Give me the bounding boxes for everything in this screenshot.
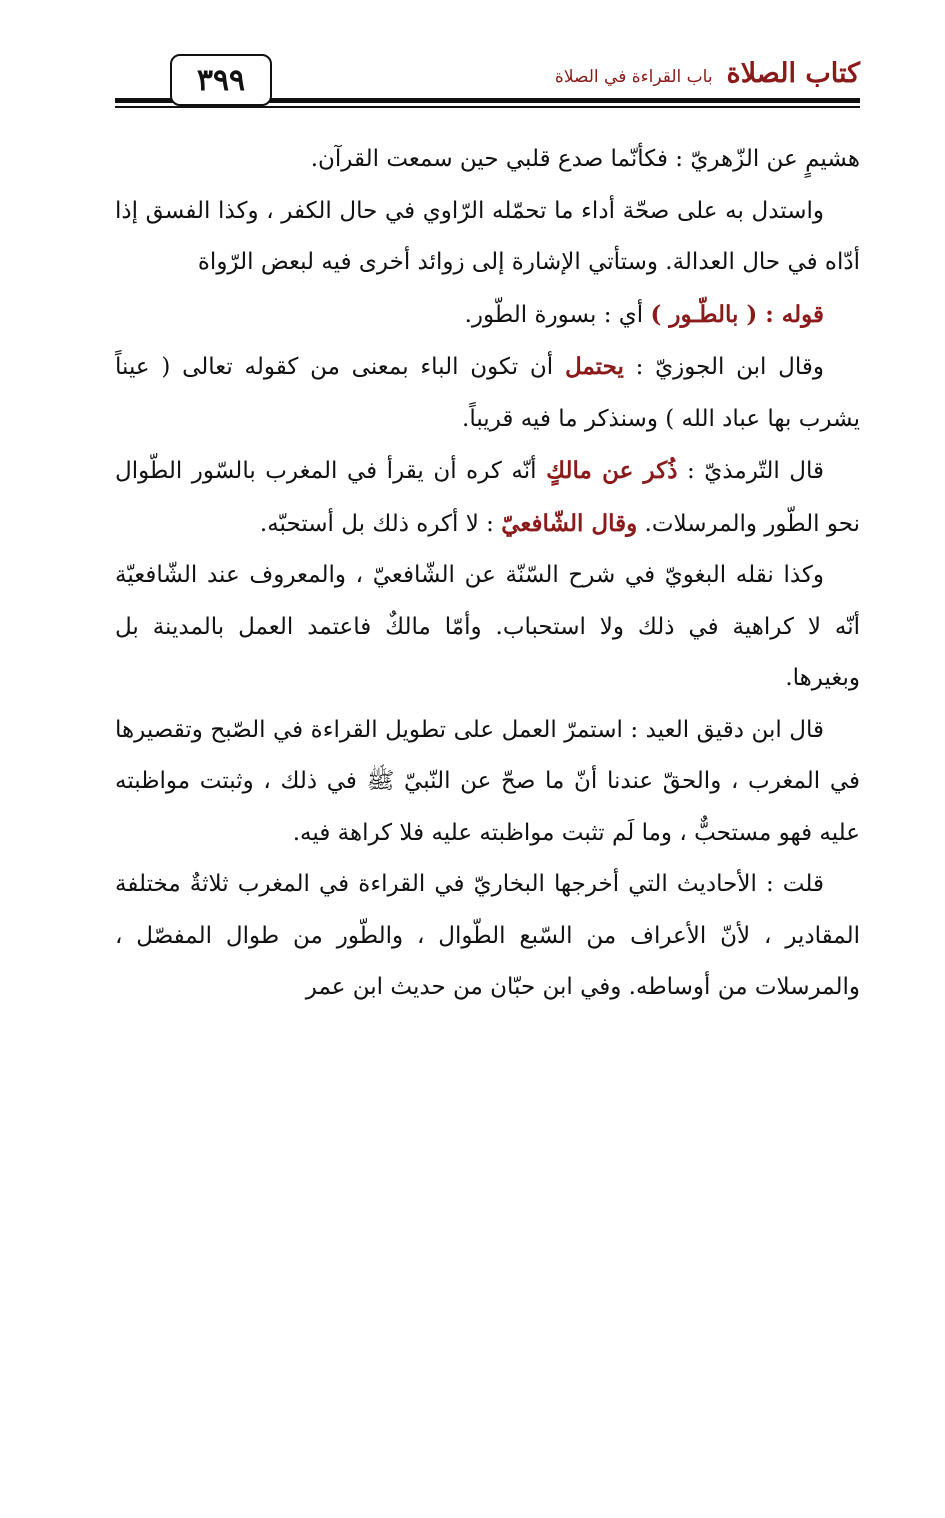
text-run: أنّه كره أن يقرأ في المغرب بالسّور الطّوال نحو الطّور والمرسلات. <box>115 458 860 537</box>
page-number: ٣٩٩ <box>170 54 272 106</box>
text-run: أي : بسورة الطّور. <box>464 301 651 328</box>
chapter-title: باب القراءة في الصلاة <box>554 67 713 87</box>
text-run: واستدل به على صحّة أداء ما تحمّله الرّاوي في حال الكفر ، وكذا الفسق إذا أدّاه في حال العدالة. وستأتي الإشارة إلى زوائد أخرى فيه لبعض الرّواة <box>115 197 860 275</box>
paragraph <box>115 705 860 860</box>
text-run: هشيمٍ عن الزّهريّ : فكأنّما صدع قلبي حين سمعت القرآن. <box>310 146 860 172</box>
text-run: وقال ابن الجوزيّ : <box>623 354 824 380</box>
highlighted-phrase: ذُكر عن مالكٍ <box>546 457 678 484</box>
highlighted-phrase: يحتمل <box>564 353 624 380</box>
paragraph <box>115 550 860 705</box>
highlighted-phrase: قوله : ( بالطّـور ) <box>650 300 824 328</box>
text-run: قال التّرمذيّ : <box>677 458 824 484</box>
text-run: قال ابن دقيق العيد : استمرّ العمل على تطويل القراءة في الصّبح وتقصيرها في المغرب ، والحقّ عندنا أنّ ما صحّ عن النّبيّ ﷺ في ذلك ، وثبتت مواظبته عليه فهو مستحبٌّ ، وما لَم تثبت مواظبته عليه فلا كراهة فيه. <box>115 716 860 846</box>
text-run: وكذا نقله البغويّ في شرح السّنّة عن الشّافعيّ ، والمعروف عند الشّافعيّة أنّه لا كراهية في ذلك ولا استحباب. وأمّا مالكٌ فاعتمد العمل بالمدينة بل وبغيرها. <box>115 562 860 691</box>
running-head <box>555 58 860 89</box>
page-body <box>115 134 860 1014</box>
book-title: كتاب الصلاة <box>726 58 860 89</box>
highlighted-phrase: وقال الشّافعيّ <box>501 509 638 537</box>
paragraph <box>115 289 860 342</box>
paragraph <box>115 445 860 550</box>
paragraph <box>115 341 860 445</box>
header-rule-thin <box>115 106 860 108</box>
text-run: أن تكون الباء بمعنى من كقوله تعالى ( عيناً يشرب بها عباد الله ) وسنذكر ما فيه قريباً. <box>115 354 860 432</box>
paragraph <box>115 859 860 1014</box>
text-run: قلت : الأحاديث التي أخرجها البخاريّ في القراءة في المغرب ثلاثةٌ مختلفة المقادير ، لأنّ الأعراف من السّبع الطّوال ، والطّور من طوال المفصّل ، والمرسلات من أوساطه. وفي ابن حبّان من حديث ابن عمر <box>115 871 860 1000</box>
text-run: : لا أكره ذلك بل أستحبّه. <box>259 510 502 537</box>
paragraph <box>115 134 860 186</box>
paragraph <box>115 186 860 289</box>
